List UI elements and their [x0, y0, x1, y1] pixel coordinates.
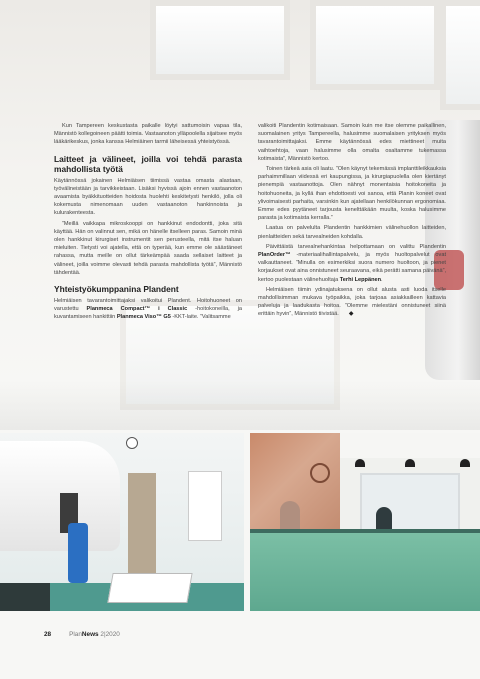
dental-chair [68, 523, 88, 583]
window [360, 473, 460, 533]
pendant-lamp-icon [405, 459, 415, 467]
body-paragraph: Laatua on palvelulta Plandentin hankkimien välinehuollon laitteiden, pienlaitteiden sekä tarvealneiden kohdalla. [258, 225, 446, 240]
product-name: Planmeca Compact™ i Classic [86, 306, 188, 313]
window [440, 0, 480, 110]
person-name: Terhi Leppänen [339, 276, 382, 283]
pendant-lamp-icon [355, 459, 365, 467]
intro-paragraph: Kun Tampereen keskustasta paikalle löytyi sattumoisin vapaa tila, Männistö kollegoineen päätti toimia. Vastaanoton ylläpoolella sijaitsee myös lääkärikeskus, jonka kanssa Helmiäinen tarmii läheisessä yhteistyössä. [54, 123, 242, 146]
monitor [107, 573, 192, 603]
section-heading: Laitteet ja välineet, joilla voi tehdä parasta mahdollista työtä [54, 153, 242, 174]
body-paragraph: Toinen tärkeä asia oli laatu. ”Olen käynyt tekemässä implanttileikkauksia parhaimmillaan viidessä eri kaupungissa, ja kirurgiapuolella olen kiertänyt pienempiä vastaanottoja. Olen nähnyt monentaisia hoitokoneita ja hoitohuoneita, ja kyllä ihan ehdottoesti voi sanoa, että Planin koneet ovat ylivoimaisesti parhaita, varsinkin kun ajatellaan henkilökunnan ergonomiaa. Emme edes pyytäneet tarjousta kenelttäkään muulta, koska halusimme parasta ja kotimaista kerralla.” [258, 166, 446, 222]
photo-reception [250, 433, 480, 611]
body-paragraph: Helmiäisen tavarantoimittajaksi valikoitui Plandent. Hoitohuoneet on varustettu Planmeca Compact™ i Classic -hoitokoneilla, ja kuvantamiseen hankittiin Planmeca Viso™ G5 -KKT-laite. ”Valitsamme [54, 298, 242, 321]
wall-panel [188, 471, 222, 541]
body-paragraph: Helmiäisen tiimin ydinajatuksena on ollut alusta asti luoda itselle mahdollisimman mukava työpaikka, joka tarjoaa asiakkailleen kattavia palveluja ja laadukasta hoitoa. ”Olemme mielestäni onnistuneet siinä erittäin hyvin”, Männistö tiivistää. ◆ [258, 286, 446, 318]
product-name: PlanOrder™ [258, 252, 291, 259]
body-paragraph: ”Meillä vaikkapa mikroskooppi on hankkinut endodontti, joka sitä käyttää. Hän on valinnut sen, mikä on hänelle itselleen paras. Samoin minä olen hankkinut kirurgiset instrumentit sen perusteella, mitä itse haluan mieluiten. Tietysti voi ajatella, että on typerää, kun emme ole säästäneet rahassa, mutta meille on ollut tärkeämpää saada sellaiset laitteet ja välineet, joilla voimme olevasti tehdä parasta mahdollista työtä”, Männistö tähdentää. [54, 220, 242, 276]
page-number: 28 [44, 630, 52, 638]
page-footer [44, 628, 120, 640]
body-paragraph: Käytännössä jokainen Helmiäisen tiimissä vastaa omasta alastaan, työvälineistään ja tarvikkeistaan. Lisäksi hyvissä ajoin ennen vastaanoton avaamista byäkkituotteiden hoidosta huolehti keskitetysti henkilö, jolla oli kokemusta nimenomaan uuden vastaanoton hankinnoista ja kulurakenteesta. [54, 177, 242, 217]
magazine-title: PlanNews 2|2020 [69, 630, 120, 638]
clock-icon [126, 437, 138, 449]
article-end-icon: ◆ [348, 311, 354, 318]
window [150, 0, 290, 80]
wall-sign-icon [310, 463, 330, 483]
section-heading: Yhteistyökumppanina Plandent [54, 284, 179, 295]
body-paragraph: valikoiti Plandentin kotimaisaan. Samoin kuin me itse olemme paikallinen, suomalainen yritys Tampereella, halusimme suomalaisen yrityksen myös tavarantoimittajaksi. Emme käytännössä edes miettineet muita vaihtoehtoja, vaan halusimme olla omalta osaltamme tukemassa kotimaista”, Männistö kertoo. [258, 123, 446, 162]
article-column-left [54, 122, 242, 324]
floor-shadow [0, 380, 480, 430]
window [310, 0, 440, 90]
reception-counter [250, 533, 480, 611]
photo-treatment-room [0, 433, 244, 611]
pendant-lamp-icon [460, 459, 470, 467]
product-name: Planmeca Viso™ G5 [116, 314, 171, 321]
article-column-right [258, 122, 446, 321]
person [280, 501, 300, 531]
body-paragraph: Päivittäistä tarvealnehankintaa helpottamaan on valittu Plandentin PlanOrder™ -materiaalihallintapalvelu, ja myös huoltopalvelut ovat valkauttaneet. ”Minulla on esimerkiksi suora numero huoltoon, ja pienet korjaukset ovat aina onnistuneet seuraavana, eikä perätti samana päivänä”, kertoo puolestaan välinehuoltaja Terhi Leppänen. [258, 243, 446, 283]
